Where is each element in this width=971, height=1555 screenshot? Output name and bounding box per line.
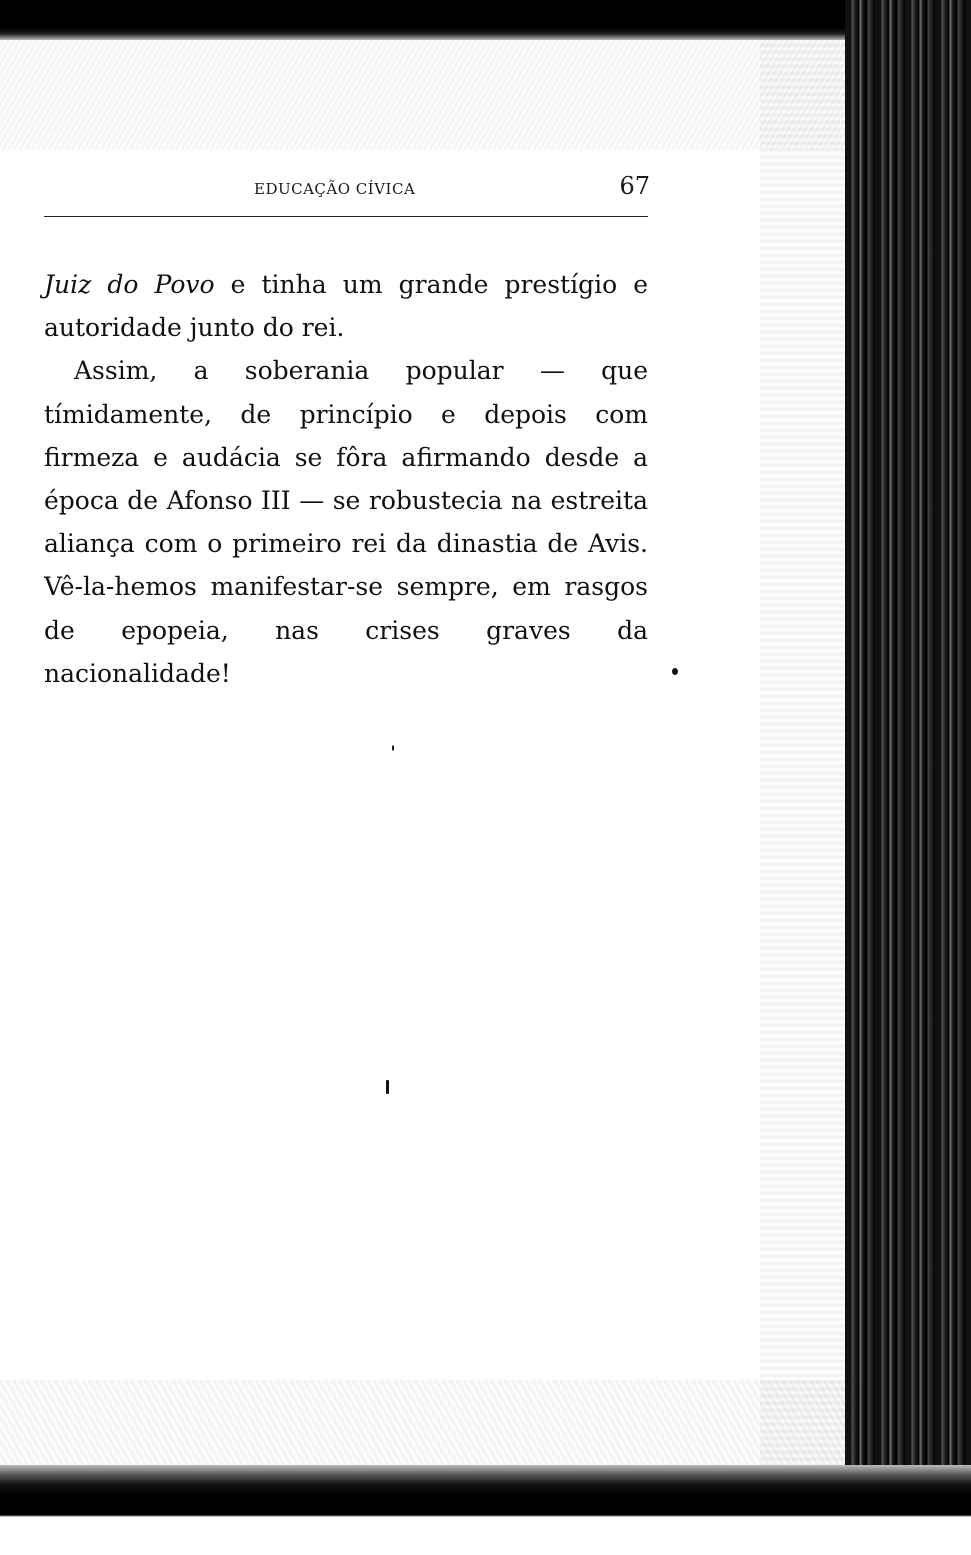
scan-edge-right (845, 0, 971, 1555)
paragraph-1 (44, 263, 648, 349)
running-header (44, 172, 650, 212)
paragraph-1-text: e tinha um grande prestígio e autoridade junto do rei. (44, 270, 648, 343)
body-text (44, 263, 648, 695)
ink-speck (386, 1080, 389, 1094)
ink-speck (672, 668, 678, 675)
paragraph-2: Assim, a soberania popular — que tímidamente, de princípio e depois com firmeza e audácia se fôra afirmando desde a época de Afonso III — se robustecia na estreita aliança com o primeiro rei da dinastia de Avis. Vê-la-hemos manifestar-se sempre, em rasgos de epopeia, nas crises graves da nacionalidade! (44, 356, 648, 688)
italic-term-do-povo: do Povo (107, 270, 215, 299)
scan-edge-bottom (0, 1465, 971, 1555)
scan-edge-right-fade (760, 0, 850, 1555)
running-header-title: EDUCAÇÃO CÍVICA (254, 180, 416, 198)
ink-speck (392, 745, 394, 751)
page-number: 67 (619, 172, 650, 200)
scan-grain-bottom (0, 1380, 860, 1470)
scan-grain-top (0, 40, 860, 150)
italic-term-juiz: Juiz (44, 270, 92, 299)
header-rule (44, 216, 648, 217)
